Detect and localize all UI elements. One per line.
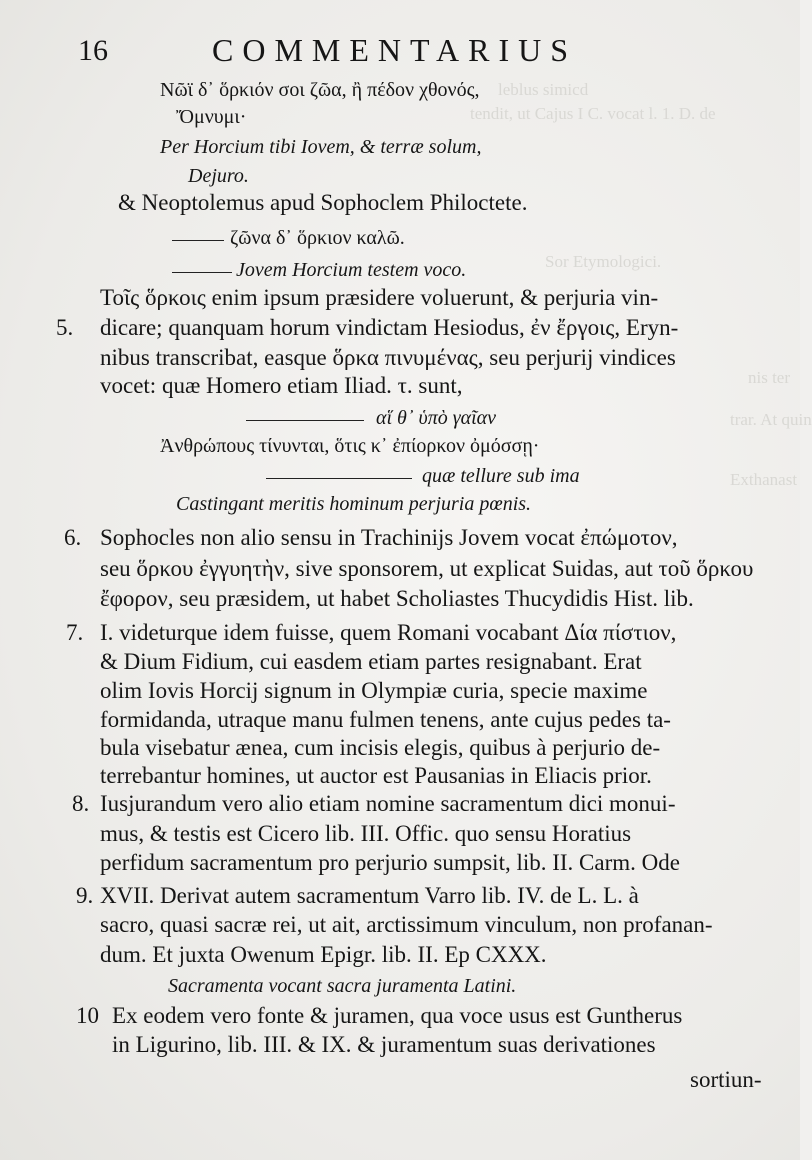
- body-text-line: seu ὅρκου ἐγγυητὴν, sive sponsorem, ut explicat Suidas, aut τοῦ ὅρκου: [100, 556, 754, 581]
- bleed-through-text: tendit, ut Cajus I C. vocat l. 1. D. de: [470, 104, 716, 123]
- greek-verse-line: Ἀνθρώπους τίνυνται, ὅτις κ᾽ ἐπίορκον ὀμόσσῃ·: [160, 435, 540, 457]
- catchword: sortiun-: [690, 1067, 762, 1092]
- body-text-line: Sophocles non alio sensu in Trachinijs Jovem vocat ἐπώμοτον,: [100, 525, 678, 550]
- latin-translation-line: Per Horcium tibi Iovem, & terræ solum,: [160, 136, 482, 158]
- running-title: COMMENTARIUS: [212, 32, 578, 68]
- section-number: 6.: [64, 525, 82, 550]
- bleed-through-text: trar. At quin: [730, 410, 812, 429]
- body-text-line: ἔφορον, seu præsidem, ut habet Scholiastes Thucydidis Hist. lib.: [100, 586, 694, 611]
- body-text-line: & Dium Fidium, cui easdem etiam partes resignabant. Erat: [100, 649, 642, 674]
- greek-verse-line: αἵ θ᾽ ὑπὸ γαῖαν: [376, 407, 497, 429]
- section-number: 7.: [66, 620, 84, 645]
- body-text-line: terrebantur homines, ut auctor est Pausanias in Eliacis prior.: [100, 763, 652, 788]
- body-text-line: dum. Et juxta Owenum Epigr. lib. II. Ep CXXX.: [100, 942, 547, 967]
- ellipsis-rule: [266, 478, 412, 479]
- body-text-line: vocet: quæ Homero etiam Iliad. τ. sunt,: [100, 373, 463, 398]
- body-text-line: XVII. Derivat autem sacramentum Varro lib. IV. de L. L. à: [100, 883, 639, 908]
- greek-verse-line: Ὄμνυμι·: [176, 106, 247, 128]
- bleed-through-text: Sor Etymologici.: [545, 252, 662, 271]
- latin-translation-line: quæ tellure sub ima: [422, 465, 580, 487]
- section-number: 8.: [72, 791, 90, 816]
- ellipsis-rule: [172, 240, 224, 241]
- body-text-line: in Ligurino, lib. III. & IX. & juramentum suas derivationes: [112, 1032, 656, 1057]
- body-text-line: formidanda, utraque manu fulmen tenens, ante cujus pedes ta-: [100, 707, 671, 732]
- ellipsis-rule: [172, 272, 232, 273]
- section-number: 9.: [76, 883, 94, 908]
- body-text-line: dicare; quanquam horum vindictam Hesiodus, ἐν ἔργοις, Eryn-: [100, 315, 679, 340]
- body-text-line: Τοῖς ὅρκοις enim ipsum præsidere voluerunt, & perjuria vin-: [100, 285, 659, 310]
- epigram-line: Sacramenta vocant sacra juramenta Latini.: [168, 975, 517, 997]
- ellipsis-rule: [246, 420, 364, 421]
- bleed-through-text: nis ter: [748, 368, 791, 387]
- section-number: 5.: [56, 315, 74, 340]
- body-text-line: sacro, quasi sacræ rei, ut ait, arctissimum vinculum, non profanan-: [100, 912, 713, 937]
- body-text-line: mus, & testis est Cicero lib. III. Offic. quo sensu Horatius: [100, 821, 632, 846]
- body-text-line: & Neoptolemus apud Sophoclem Philoctete.: [118, 190, 528, 215]
- page-number: 16: [78, 34, 108, 67]
- body-text-line: Iusjurandum vero alio etiam nomine sacramentum dici monui-: [100, 791, 676, 816]
- greek-verse-line: ζῶνα δ᾽ ὅρκιον καλῶ.: [230, 227, 405, 249]
- body-text-line: bula visebatur ænea, cum incisis elegis, quibus à perjurio de-: [100, 735, 661, 760]
- body-text-line: perfidum sacramentum pro perjurio sumpsit, lib. II. Carm. Ode: [100, 850, 680, 875]
- bleed-through-text: leblus simicd: [498, 80, 589, 99]
- latin-translation-line: Dejuro.: [188, 165, 249, 187]
- latin-translation-line: Jovem Horcium testem voco.: [236, 259, 467, 281]
- greek-verse-line: Νῶϊ δ᾽ ὅρκιόν σοι ζῶα, ἢ πέδον χθονός,: [160, 79, 480, 101]
- body-text-line: I. videturque idem fuisse, quem Romani vocabant Δία πίστιον,: [100, 620, 677, 645]
- body-text-line: nibus transcribat, easque ὅρκα πινυμένας, seu perjurij vindices: [100, 345, 676, 370]
- section-number: 10: [76, 1003, 99, 1028]
- body-text-line: Ex eodem vero fonte & juramen, qua voce usus est Guntherus: [112, 1003, 683, 1028]
- bleed-through-text: Exthanast: [730, 470, 798, 489]
- body-text-line: olim Iovis Horcij signum in Olympiæ curia, specie maxime: [100, 678, 648, 703]
- latin-translation-line: Castingant meritis hominum perjuria pœnis.: [176, 493, 532, 515]
